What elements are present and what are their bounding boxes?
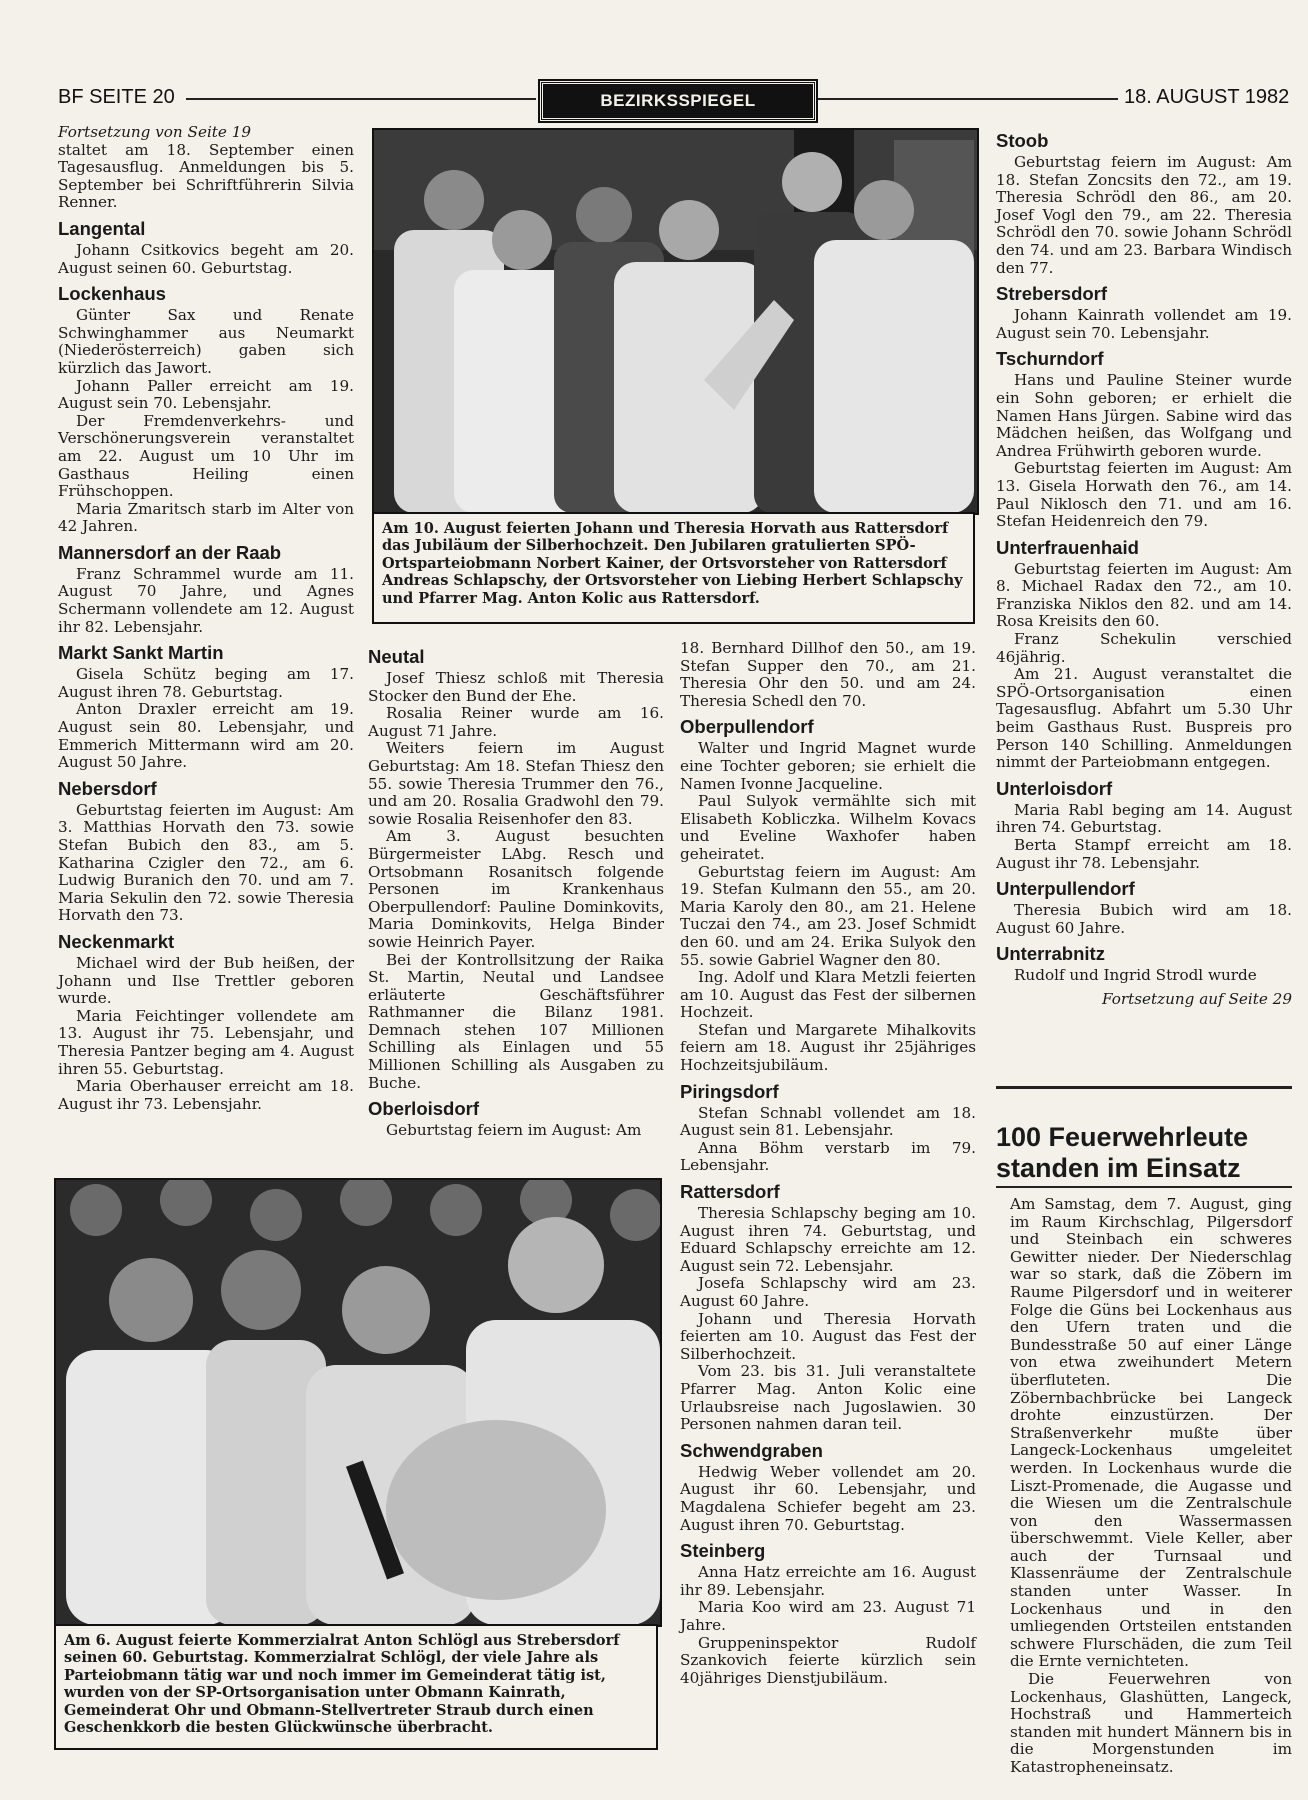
section-paragraph: Maria Koo wird am 23. August 71 Jahre. bbox=[680, 1598, 976, 1634]
section-paragraph: Gruppeninspektor Rudolf Szankovich feierte kürzlich sein 40jähriges Dienstjubiläum. bbox=[680, 1633, 976, 1687]
section-paragraph: Johann und Theresia Horvath feierten am 10. August das Fest der Silberhochzeit. bbox=[680, 1309, 976, 1363]
photo-birthday-group bbox=[56, 1180, 660, 1625]
issue-date: 18. AUGUST 1982 bbox=[1124, 86, 1290, 108]
section-title: Markt Sankt Martin bbox=[58, 642, 224, 664]
section-paragraph: Maria Zmaritsch starb im Alter von 42 Jahren. bbox=[58, 499, 354, 536]
article-body bbox=[1010, 1195, 1292, 1776]
header-rule-left bbox=[186, 98, 536, 100]
intro-text: staltet am 18. September einen Tagesausflug. Anmeldungen bis 5. September bei Schriftführerin Silvia Renner. bbox=[58, 140, 354, 212]
headline-rule bbox=[996, 1186, 1292, 1188]
section-title: Rattersdorf bbox=[680, 1181, 780, 1203]
section-paragraph: Anton Draxler erreicht am 19. August sein 80. Lebensjahr, und Emmerich Mittermann wird am 20. August 50 Jahre. bbox=[58, 700, 354, 772]
section-title: Strebersdorf bbox=[996, 283, 1108, 305]
section-paragraph: Josef Thiesz schloß mit Theresia Stocker den Bund der Ehe. bbox=[368, 669, 664, 705]
section-paragraph: Walter und Ingrid Magnet wurde eine Tochter geboren; sie erhielt die Namen Ivonne Jacqueline. bbox=[680, 739, 976, 793]
section-title: Lockenhaus bbox=[58, 283, 166, 305]
section-title: Unterrabnitz bbox=[996, 943, 1105, 965]
section-paragraph: Günter Sax und Renate Schwinghammer aus Neumarkt (Niederösterreich) gaben sich kürzlich das Jawort. bbox=[58, 306, 354, 377]
article-paragraph: Am Samstag, dem 7. August, ging im Raum Kirchschlag, Pilgersdorf und Steinbach ein schweres Gewitter nieder. Der Niederschlag war so stark, daß die Zöbern im Raume Pilgersdorf und in weiterer Folge die Güns bei Lockenhaus aus den Ufern traten und die Bundesstraße 50 auf einer Länge von etwa zweihundert Metern überfluteten. Die Zöbernbachbrücke bei Langeck drohte einzustürzen. Der Straßenverkehr mußte über Langeck-Lockenhaus umgeleitet werden. In Lockenhaus wurde die Liszt-Promenade, die Augasse und die Wiesen um die Zentralschule von den Wassermassen überschwemmt. Viele Keller, aber auch der Turnsaal und Klassenräume der Zentralschule standen unter Wasser. In Lockenhaus und in den umliegenden Ortsteilen entstanden schwere Flurschäden, die zum Teil die Ernte vernichteten. bbox=[1010, 1195, 1292, 1671]
photo-60th-birthday bbox=[54, 1178, 662, 1627]
column-2 bbox=[368, 640, 664, 1160]
header-rule-right bbox=[818, 98, 1118, 100]
section-paragraph: Maria Rabl beging am 14. August ihren 74. Geburtstag. bbox=[996, 800, 1292, 837]
col2-sections bbox=[368, 646, 664, 1140]
col3-intro: 18. Bernhard Dillhof den 50., am 19. Stefan Supper den 70., am 21. Theresia Ohr den 50. und am 24. Theresia Schedl den 70. bbox=[680, 639, 976, 710]
section-paragraph: Anna Böhm verstarb im 79. Lebensjahr. bbox=[680, 1138, 976, 1175]
photo1-caption: Am 10. August feierten Johann und Theresia Horvath aus Rattersdorf das Jubiläum der Silberhochzeit. Den Jubilaren gratulierten SPÖ-Ortsparteiobmann Norbert Kainer, der Ortsvorsteher von Rattersdorf Andreas Schlapschy, der Ortsvorsteher von Liebing Herbert Schlapschy und Pfarrer Mag. Anton Kolic aus Rattersdorf. bbox=[372, 512, 975, 624]
section-title: Unterloisdorf bbox=[996, 777, 1113, 799]
section-paragraph: Johann Paller erreicht am 19. August sein 70. Lebensjahr. bbox=[58, 376, 354, 413]
section-title: Unterfrauenhaid bbox=[996, 536, 1139, 558]
section-paragraph: Franz Schekulin verschied 46jährig. bbox=[996, 630, 1292, 666]
section-title: Stoob bbox=[996, 130, 1049, 151]
section-paragraph: Stefan Schnabl vollendet am 18. August sein 81. Lebensjahr. bbox=[680, 1103, 976, 1140]
photo-group-portrait bbox=[374, 130, 977, 513]
col3-sections bbox=[680, 716, 976, 1687]
col1-sections bbox=[58, 218, 354, 1113]
section-paragraph: Weiters feiern im August Geburtstag: Am 18. Stefan Thiesz den 55. sowie Theresia Trummer den 76., und am 20. Rosalia Gradwohl den 79. sowie Rosalia Reisenhofer den 83. bbox=[368, 739, 664, 828]
section-paragraph: Maria Oberhauser erreicht am 18. August ihr 73. Lebensjahr. bbox=[58, 1077, 354, 1113]
section-title: Steinberg bbox=[680, 1540, 766, 1562]
section-paragraph: Maria Feichtinger vollendete am 13. August ihr 75. Lebensjahr, und Theresia Pantzer beging am 4. August ihren 55. Geburtstag. bbox=[58, 1006, 354, 1078]
section-paragraph: Johann Kainrath vollendet am 19. August sein 70. Lebensjahr. bbox=[996, 306, 1292, 342]
section-paragraph: Bei der Kontrollsitzung der Raika St. Martin, Neutal und Landsee erläuterte Geschäftsführer Rathmanner die Bilanz 1981. Demnach stehen 107 Millionen Schilling als Einlagen und 55 Millionen Schilling als Ausgaben zu Buche. bbox=[368, 950, 664, 1092]
section-paragraph: Geburtstag feiern im August: Am 19. Stefan Kulmann den 55., am 20. Maria Karoly den 80., am 21. Helene Tuczai den 74., am 23. Josef Schmidt den 60. und am 24. Erika Sulyok den 55. sowie Gabriel Wagner den 80. bbox=[680, 862, 976, 969]
headline-line-1: 100 Feuerwehrleute bbox=[996, 1122, 1249, 1152]
section-paragraph: Rosalia Reiner wurde am 16. August 71 Jahre. bbox=[368, 704, 664, 740]
section-paragraph: Vom 23. bis 31. Juli veranstaltete Pfarrer Mag. Anton Kolic eine Urlaubsreise nach Jugoslawien. 30 Personen nahmen daran teil. bbox=[680, 1362, 976, 1434]
article-headline bbox=[996, 1122, 1296, 1184]
section-title: Mannersdorf an der Raab bbox=[58, 541, 282, 563]
column-4 bbox=[996, 124, 1292, 1064]
continued-on: Fortsetzung auf Seite 29 bbox=[1102, 989, 1292, 1008]
section-paragraph: Geburtstag feiern im August: Am bbox=[386, 1121, 642, 1140]
section-title: Piringsdorf bbox=[680, 1080, 779, 1102]
column-3 bbox=[680, 640, 976, 1760]
section-paragraph: Geburtstag feierten im August: Am 3. Matthias Horvath den 73. sowie Stefan Bubich den 83., am 5. Katharina Czigler den 72., am 6. Ludwig Buranich den 70. und am 7. Maria Sekulin den 72. sowie Theresia Horvath den 73. bbox=[58, 800, 354, 925]
section-paragraph: Geburtstag feiern im August: Am 18. Stefan Zoncsits den 72., am 19. Theresia Schrödl den 86., am 20. Josef Vogl den 79., am 22. Theresia Schrödl den 70. sowie Johann Schrödl den 74. und am 23. Barbara Windisch den 77. bbox=[996, 153, 1292, 277]
page-number: BF SEITE 20 bbox=[58, 86, 175, 108]
photo2-caption: Am 6. August feierte Kommerzialrat Anton Schlögl aus Strebersdorf seinen 60. Geburtstag. Kommerzialrat Schlögl, der viele Jahre als Parteiobmann tätig war und noch immer im Gemeinderat tätig ist, wurden von der SP-Ortsorganisation unter Obmann Kainrath, Gemeinderat Ohr und Obmann-Stellvertreter Straub durch einen Geschenkkorb die besten Glückwünsche überbracht. bbox=[54, 1624, 658, 1750]
headline-line-2: standen im Einsatz bbox=[996, 1153, 1241, 1183]
section-paragraph: Stefan und Margarete Mihalkovits feiern am 18. August ihr 25jähriges Hochzeitsjubiläum. bbox=[680, 1020, 976, 1075]
section-title: Oberpullendorf bbox=[680, 716, 814, 738]
section-paragraph: Theresia Bubich wird am 18. August 60 Jahre. bbox=[996, 901, 1292, 937]
section-paragraph: Paul Sulyok vermählte sich mit Elisabeth Kobliczka. Wilhelm Kovacs und Eveline Waxhofer haben geheiratet. bbox=[680, 792, 976, 863]
section-paragraph: Michael wird der Bub heißen, der Johann und Ilse Trettler geboren wurde. bbox=[58, 953, 354, 1008]
section-paragraph: Hedwig Weber vollendet am 20. August ihr 60. Lebensjahr, und Magdalena Schiefer begeht am 23. August ihren 70. Geburtstag. bbox=[680, 1462, 976, 1534]
article-paragraph: Die Feuerwehren von Lockenhaus, Glashütten, Langeck, Hochstraß und Hammerteich standen mit hundert Männern bis in die Morgenstunden im Katastropheneinsatz. bbox=[1010, 1670, 1292, 1776]
section-paragraph: Der Fremdenverkehrs- und Verschönerungsverein veranstaltet am 22. August um 10 Uhr im Gasthaus Heiling einen Frühschoppen. bbox=[58, 411, 354, 501]
masthead: BEZIRKSSPIEGEL bbox=[540, 81, 816, 121]
section-paragraph: Gisela Schütz beging am 17. August ihren 78. Geburtstag. bbox=[58, 665, 354, 701]
section-paragraph: Am 21. August veranstaltet die SPÖ-Ortsorganisation einen Tagesausflug. Abfahrt um 5.30 Uhr beim Gasthaus Rust. Buspreis pro Person 140 Schilling. Anmeldungen nimmt der Parteiobmann entgegen. bbox=[996, 665, 1292, 772]
photo-silver-wedding bbox=[372, 128, 979, 515]
section-title: Oberloisdorf bbox=[368, 1098, 480, 1120]
section-title: Tschurndorf bbox=[996, 348, 1104, 370]
section-paragraph: Josefa Schlapschy wird am 23. August 60 Jahre. bbox=[680, 1274, 976, 1310]
section-paragraph: Rudolf und Ingrid Strodl wurde bbox=[1014, 966, 1257, 985]
section-paragraph: Hans und Pauline Steiner wurde ein Sohn geboren; er erhielt die Namen Hans Jürgen. Sabine wird das Mädchen heißen, das Wolfgang und Andrea Frühwirth geboren wurde. bbox=[996, 371, 1292, 460]
section-title: Unterpullendorf bbox=[996, 878, 1135, 900]
section-paragraph: Geburtstag feierten im August: Am 8. Michael Radax den 72., am 10. Franziska Niklos den 82. und am 14. Rosa Kreisits den 60. bbox=[996, 559, 1292, 631]
section-paragraph: Theresia Schlapschy beging am 10. August ihren 74. Geburtstag, und Eduard Schlapschy erreichte am 12. August sein 72. Lebensjahr. bbox=[680, 1204, 976, 1275]
section-paragraph: Ing. Adolf und Klara Metzli feierten am 10. August das Fest der silbernen Hochzeit. bbox=[680, 968, 976, 1022]
section-title: Neckenmarkt bbox=[58, 930, 175, 952]
section-title: Neutal bbox=[368, 646, 425, 667]
article-divider bbox=[996, 1086, 1292, 1089]
col4-sections bbox=[996, 130, 1292, 985]
section-title: Schwendgraben bbox=[680, 1439, 823, 1461]
section-title: Nebersdorf bbox=[58, 777, 157, 799]
continued-from: Fortsetzung von Seite 19 bbox=[58, 123, 252, 141]
section-paragraph: Berta Stampf erreicht am 18. August ihr 78. Lebensjahr. bbox=[996, 836, 1292, 872]
section-paragraph: Anna Hatz erreichte am 16. August ihr 89. Lebensjahr. bbox=[680, 1563, 976, 1599]
section-paragraph: Johann Csitkovics begeht am 20. August seinen 60. Geburtstag. bbox=[58, 240, 354, 277]
section-paragraph: Am 3. August besuchten Bürgermeister LAbg. Resch und Ortsobmann Rosanitsch folgende Personen im Krankenhaus Oberpullendorf: Pauline Dominkovits, Maria Dominkovits, Helga Binder sowie Heinrich Payer. bbox=[368, 827, 664, 951]
column-1 bbox=[58, 124, 354, 1174]
section-paragraph: Franz Schrammel wurde am 11. August 70 Jahre, und Agnes Schermann vollendete am 12. August ihr 82. Lebensjahr. bbox=[58, 564, 354, 636]
section-paragraph: Geburtstag feierten im August: Am 13. Gisela Horwath den 76., am 14. Paul Niklosch den 71. und am 16. Stefan Heidenreich den 79. bbox=[996, 459, 1292, 531]
section-title: Langental bbox=[58, 217, 146, 239]
